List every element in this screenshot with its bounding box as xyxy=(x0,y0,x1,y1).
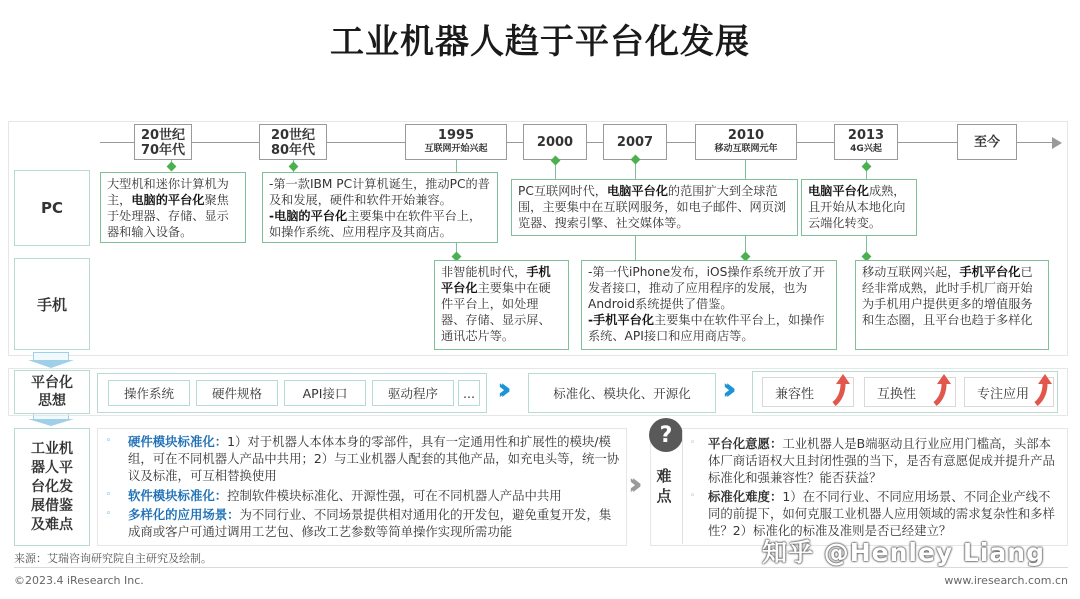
row-label-pc: PC xyxy=(14,170,90,246)
difficulty-willingness: 平台化意愿：工业机器人是B端驱动且行业应用门槛高，头部本体厂商话语权大且封闭性强的当下，是否有意愿促成并提升产品标准化和强兼容性？能否获益？ xyxy=(708,436,1055,485)
bullet-icon: ◦ xyxy=(106,490,112,500)
era-now: 至今 xyxy=(957,124,1017,160)
bullet-icon: ◦ xyxy=(690,491,696,501)
ref-item-software: 软件模块标准化：控制软件模块标准化、开源性强，可在不同机器人产品中共用 xyxy=(128,488,562,503)
difficulty-standardization: 标准化难度：1）在不同行业、不同应用场景、不同企业产线不同的前提下，如何克服工业机器人应用领域的需求复杂性和多样性？2）标准化的标准及准则是否已经建立？ xyxy=(708,489,1055,538)
phone-box-2013: 移动互联网兴起，手机平台化已经非常成熟，此时手机厂商开始为手机用户提供更多的增值服务和生态圈，且平台也趋于多样化 xyxy=(855,260,1049,350)
chip-hardware: 硬件规格 xyxy=(196,380,278,406)
era-2000: 2000 xyxy=(523,124,587,160)
up-arrow-icon xyxy=(830,372,852,406)
benefit-interchangeability: 互换性 xyxy=(864,377,956,407)
row-label-platform: 平台化 思想 xyxy=(14,370,90,414)
benefit-compatibility: 兼容性 xyxy=(762,377,854,407)
up-arrow-icon xyxy=(931,372,953,406)
ref-item-scenarios: 多样化的应用场景：为不同行业、不同场景提供相对通用化的开发包，避免重复开发，集成商或客户可通过调用工艺包、修改工艺参数等简单操作实现所需功能 xyxy=(128,507,612,539)
era-1970s: 20世纪 70年代 xyxy=(134,124,192,160)
era-2013: 2013 4G兴起 xyxy=(834,124,898,160)
era-1995: 1995 互联网开始兴起 xyxy=(405,124,507,160)
chevron-right-icon: ›› xyxy=(497,372,502,407)
footer-copyright: ©2023.4 iResearch Inc. xyxy=(14,574,144,587)
platform-standardization: 标准化、模块化、开源化 xyxy=(536,380,708,406)
phone-box-2007: -第一代iPhone发布，iOS操作系统开放了开发者接口，推动了应用程序的发展，也为Android系统提供了借鉴。 -手机平台化主要集中在软件平台上，如操作系统、API接口和应用商店等。 xyxy=(581,260,837,350)
pc-box-1970s: 大型机和迷你计算机为主，电脑的平台化聚焦于处理器、存储、显示器和输入设备。 xyxy=(100,172,246,243)
page-title: 工业机器人趋于平台化发展 xyxy=(330,22,750,62)
pc-box-2013: 电脑平台化成熟，且开始从本地化向云端化转变。 xyxy=(801,179,917,236)
up-arrow-icon xyxy=(1032,372,1054,406)
chevron-right-icon: ›› xyxy=(722,372,727,407)
chevron-right-icon: ›› xyxy=(628,467,633,502)
down-arrow-icon xyxy=(28,419,74,426)
era-2007: 2007 xyxy=(603,124,667,160)
bullet-icon: ◦ xyxy=(106,436,112,446)
chip-more: ... xyxy=(458,380,480,406)
question-icon: ? xyxy=(649,418,683,452)
era-1980s: 20世纪 80年代 xyxy=(259,124,327,160)
footer-rule xyxy=(14,567,1068,568)
bullet-icon: ◦ xyxy=(106,509,112,519)
difficulty-label: 难点 xyxy=(656,467,672,505)
row-label-phone: 手机 xyxy=(14,258,90,350)
row-label-reference: 工业机 器人平 台化发 展借鉴 及难点 xyxy=(14,428,90,546)
down-arrow-icon xyxy=(28,360,74,368)
chip-api: API接口 xyxy=(284,380,366,406)
pc-box-1980s: -第一款IBM PC计算机诞生，推动PC的普及和发展，硬件和软件开始兼容。 -电脑的平台化主要集中在软件平台上，如操作系统、应用程序及其商店。 xyxy=(262,172,498,243)
difficulty-divider xyxy=(682,430,683,544)
chip-os: 操作系统 xyxy=(108,380,190,406)
footer-website: www.iresearch.com.cn xyxy=(944,574,1068,587)
source-note: 来源：艾瑞咨询研究院自主研究及绘制。 xyxy=(14,552,212,565)
pc-box-2000: PC互联网时代，电脑平台化的范围扩大到全球范围，主要集中在互联网服务，如电子邮件、网页浏览器、搜索引擎、社交媒体等。 xyxy=(511,179,798,236)
bullet-icon: ◦ xyxy=(690,438,696,448)
ref-item-hardware: 硬件模块标准化：1）对于机器人本体本身的零部件，具有一定通用性和扩展性的模块/模组，可在不同机器人产品中共用；2）与工业机器人配套的其他产品，如充电头等，统一协议及标准，可互相替换使用 xyxy=(128,434,620,483)
benefit-focus-application: 专注应用 xyxy=(964,377,1054,407)
era-2010: 2010 移动互联网元年 xyxy=(695,124,797,160)
chip-driver: 驱动程序 xyxy=(372,380,454,406)
watermark: 知乎 @Henley Liang xyxy=(762,538,1045,567)
phone-box-1995: 非智能机时代，手机平台化主要集中在硬件平台上，如处理器、存储、显示屏、通讯芯片等。 xyxy=(434,260,569,350)
timeline-arrowhead xyxy=(1052,137,1062,149)
